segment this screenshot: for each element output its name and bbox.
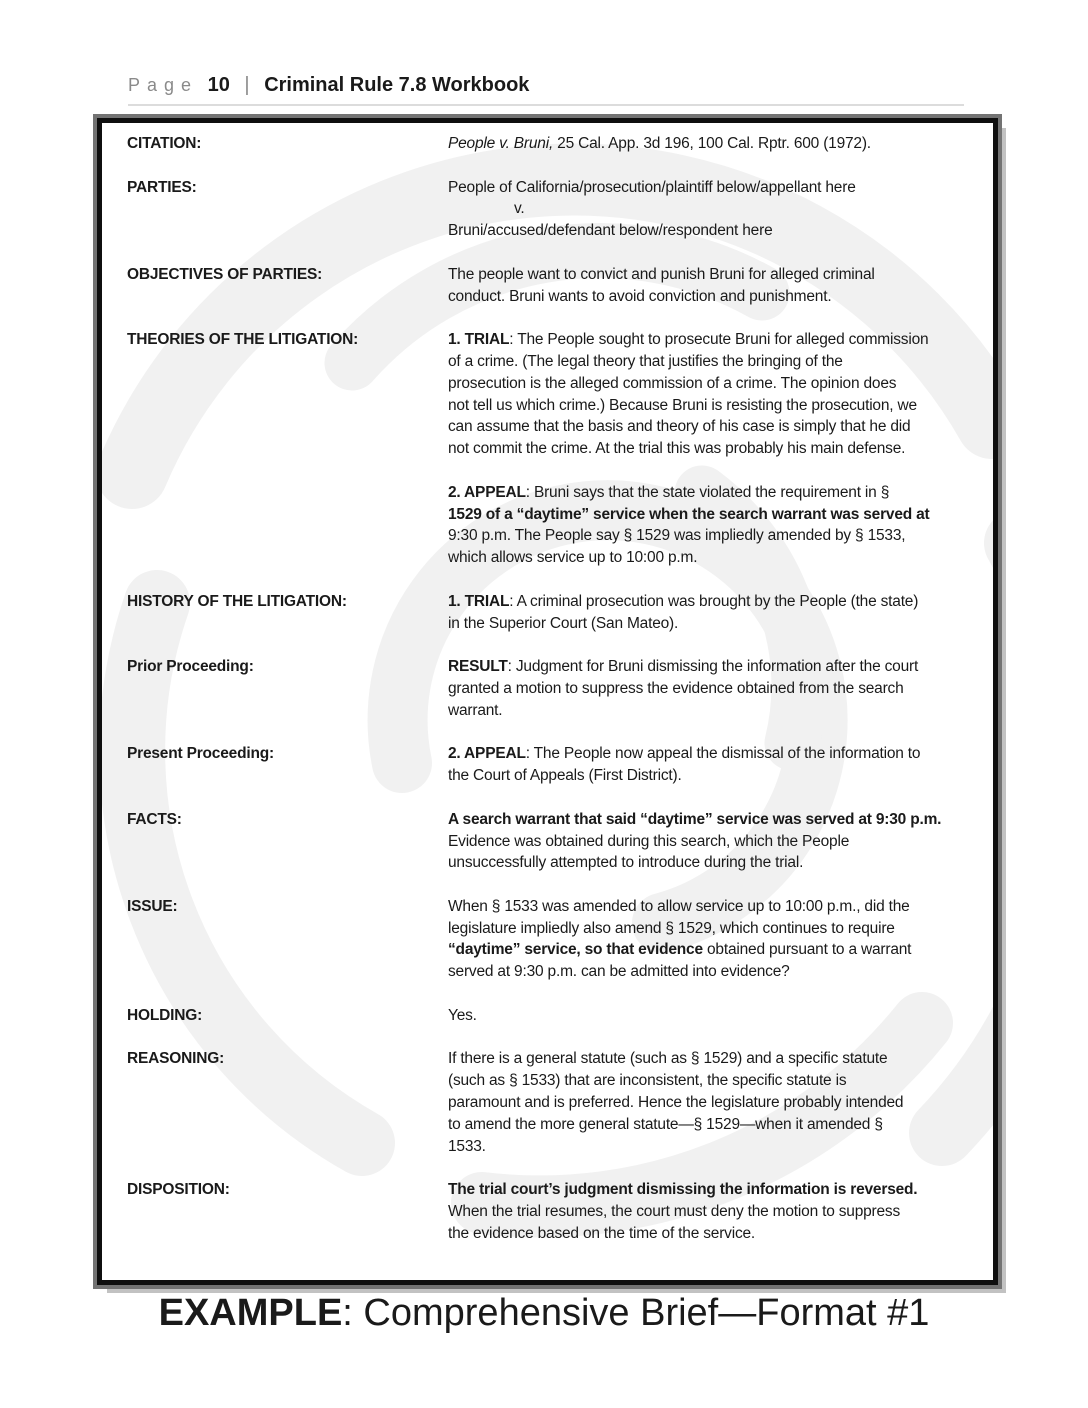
text-segment: RESULT: [448, 658, 508, 676]
page-number: 10: [207, 74, 230, 96]
paragraph: [448, 656, 969, 721]
text-line: [448, 831, 969, 853]
case-brief-box: [97, 118, 998, 1285]
row-label: ISSUE:: [127, 897, 178, 915]
text-segment: not commit the crime. At the trial this was probably his main defense.: [448, 440, 906, 458]
text-line: [448, 1005, 969, 1027]
text-line: [448, 1223, 969, 1245]
text-line: [448, 896, 969, 918]
header-rule: [128, 104, 964, 106]
brief-row: [127, 896, 969, 983]
text-segment: People of California/prosecution/plaintiff below/appellant here: [448, 178, 856, 196]
row-label: FACTS:: [127, 810, 182, 828]
text-segment: People v. Bruni,: [448, 135, 554, 152]
text-segment: 1529 of a “daytime” service when the search warrant was served at: [448, 505, 930, 523]
text-line: [448, 504, 969, 526]
row-value: [448, 743, 969, 787]
brief-row: [127, 1048, 969, 1157]
brief-row: [127, 133, 969, 155]
text-segment: in the Superior Court (San Mateo).: [448, 614, 679, 632]
text-line: [448, 547, 969, 569]
text-segment: unsuccessfully attempted to introduce during the trial.: [448, 854, 804, 872]
text-line: [448, 351, 969, 373]
text-segment: 9:30 p.m. The People say § 1529 was impliedly amended by § 1533,: [448, 527, 906, 545]
brief-row: [127, 264, 969, 308]
paragraph: [448, 896, 969, 983]
row-value: [448, 329, 969, 569]
text-segment: Yes.: [448, 1006, 477, 1024]
text-segment: can assume that the basis and theory of his case is simply that he did: [448, 418, 911, 436]
brief-row: [127, 329, 969, 569]
row-value: [448, 1048, 969, 1157]
text-segment: (such as § 1533) that are inconsistent, the specific statute is: [448, 1072, 847, 1090]
text-segment: warrant.: [448, 701, 503, 719]
text-line: [448, 743, 969, 765]
text-line: [448, 1136, 969, 1158]
text-segment: : The People sought to prosecute Bruni for alleged commission: [509, 331, 929, 349]
text-segment: paramount and is preferred. Hence the legislature probably intended: [448, 1094, 904, 1112]
text-line: [448, 525, 969, 547]
text-segment: When the trial resumes, the court must deny the motion to suppress: [448, 1203, 901, 1221]
text-line: [448, 613, 969, 635]
paragraph: [448, 591, 969, 635]
brief-row: [127, 1179, 969, 1244]
paragraph: [448, 1048, 969, 1157]
brief-row: [127, 656, 969, 721]
text-segment: legislature impliedly also amend § 1529, which continues to require: [448, 919, 895, 937]
brief-row: [127, 591, 969, 635]
paragraph: [448, 177, 969, 242]
paragraph: [448, 1179, 969, 1244]
text-line: [448, 656, 969, 678]
text-line: [448, 918, 969, 940]
text-segment: The trial court’s judgment dismissing the information is reversed.: [448, 1181, 918, 1199]
paragraph: [448, 1005, 969, 1027]
text-segment: : Judgment for Bruni dismissing the information after the court: [507, 658, 919, 676]
paragraph: [448, 743, 969, 787]
text-segment: the Court of Appeals (First District).: [448, 767, 682, 785]
caption-text: : Comprehensive Brief—Format #1: [342, 1292, 930, 1334]
text-segment: “daytime” service, so that evidence: [448, 941, 708, 959]
text-segment: served at 9:30 p.m. can be admitted into evidence?: [448, 963, 790, 981]
header-separator: |: [244, 74, 250, 96]
text-segment: : A criminal prosecution was brought by the People (the state): [509, 592, 919, 610]
caption: [0, 1292, 1088, 1335]
text-segment: Bruni/accused/defendant below/respondent here: [448, 222, 773, 240]
text-segment: 1. TRIAL: [448, 331, 510, 349]
page-header: [128, 74, 964, 106]
row-label: HOLDING:: [127, 1006, 203, 1024]
row-label: OBJECTIVES OF PARTIES:: [127, 265, 323, 283]
text-line: [448, 961, 969, 983]
row-label: REASONING:: [127, 1050, 225, 1068]
text-line: [448, 329, 969, 351]
text-segment: Evidence was obtained during this search, which the People: [448, 832, 850, 850]
text-line: [448, 809, 969, 831]
brief-rows: [102, 123, 993, 1275]
row-label: Present Proceeding:: [127, 745, 274, 763]
text-segment: granted a motion to suppress the evidence obtained from the search: [448, 679, 904, 697]
text-segment: which allows service up to 10:00 p.m.: [448, 549, 698, 567]
text-line: [448, 852, 969, 874]
text-segment: The people want to convict and punish Bruni for alleged criminal: [448, 265, 875, 283]
text-segment: When § 1533 was amended to allow service up to 10:00 p.m., did the: [448, 897, 910, 915]
row-label: CITATION:: [127, 135, 202, 152]
text-line: [448, 939, 969, 961]
brief-row: [127, 809, 969, 874]
row-value: [448, 133, 969, 155]
caption-example-label: EXAMPLE: [158, 1292, 343, 1334]
row-label: HISTORY OF THE LITIGATION:: [127, 592, 347, 610]
text-segment: the evidence based on the time of the service.: [448, 1224, 756, 1242]
text-segment: conduct. Bruni wants to avoid conviction and punishment.: [448, 287, 832, 305]
text-segment: 25 Cal. App. 3d 196, 100 Cal. Rptr. 600 (1972).: [553, 135, 871, 152]
text-line: [448, 198, 969, 220]
row-label: Prior Proceeding:: [127, 658, 254, 676]
text-line: [448, 438, 969, 460]
text-line: [448, 264, 969, 286]
paragraph: [448, 133, 969, 155]
text-line: [448, 177, 969, 199]
text-line: [448, 395, 969, 417]
text-segment: to amend the more general statute—§ 1529—when it amended §: [448, 1115, 883, 1133]
workbook-title: Criminal Rule 7.8 Workbook: [264, 74, 530, 96]
text-line: [448, 482, 969, 504]
text-line: [448, 1048, 969, 1070]
row-value: [448, 656, 969, 721]
paragraph: [448, 809, 969, 874]
text-segment: 2. APPEAL: [448, 483, 526, 501]
text-segment: 2. APPEAL: [448, 745, 526, 763]
text-segment: prosecution is the alleged commission of a crime. The opinion does: [448, 374, 897, 392]
text-line: [448, 700, 969, 722]
text-segment: of a crime. (The legal theory that justifies the bringing of the: [448, 352, 843, 370]
text-segment: 1. TRIAL: [448, 592, 510, 610]
row-value: [448, 177, 969, 242]
paragraph: [448, 329, 969, 460]
page-word: Page: [128, 75, 199, 95]
text-line: [448, 1201, 969, 1223]
text-line: [448, 591, 969, 613]
text-segment: : Bruni says that the state violated the requirement in §: [525, 483, 890, 501]
brief-row: [127, 743, 969, 787]
text-line: [448, 1114, 969, 1136]
text-segment: obtained pursuant to a warrant: [707, 941, 912, 959]
text-segment: A search warrant that said “daytime” service was served at 9:30 p.m.: [448, 810, 942, 828]
row-value: [448, 264, 969, 308]
brief-row: [127, 1005, 969, 1027]
text-segment: v.: [514, 200, 525, 218]
paragraph: [448, 482, 969, 569]
row-value: [448, 591, 969, 635]
text-line: [448, 1179, 969, 1201]
text-line: [448, 373, 969, 395]
text-segment: 1533.: [448, 1137, 486, 1155]
brief-row: [127, 177, 969, 242]
text-line: [448, 286, 969, 308]
text-line: [448, 1092, 969, 1114]
paragraph: [448, 264, 969, 308]
text-segment: : The People now appeal the dismissal of the information to: [525, 745, 921, 763]
text-segment: If there is a general statute (such as § 1529) and a specific statute: [448, 1050, 888, 1068]
row-value: [448, 896, 969, 983]
text-line: [448, 678, 969, 700]
row-label: THEORIES OF THE LITIGATION:: [127, 331, 359, 349]
row-value: [448, 1179, 969, 1244]
text-line: [448, 133, 969, 155]
text-line: [448, 220, 969, 242]
row-value: [448, 809, 969, 874]
row-value: [448, 1005, 969, 1027]
text-line: [448, 765, 969, 787]
row-label: PARTIES:: [127, 178, 197, 196]
text-line: [448, 416, 969, 438]
row-label: DISPOSITION:: [127, 1181, 230, 1199]
text-line: [448, 1070, 969, 1092]
text-segment: not tell us which crime.) Because Bruni is resisting the prosecution, we: [448, 396, 917, 414]
